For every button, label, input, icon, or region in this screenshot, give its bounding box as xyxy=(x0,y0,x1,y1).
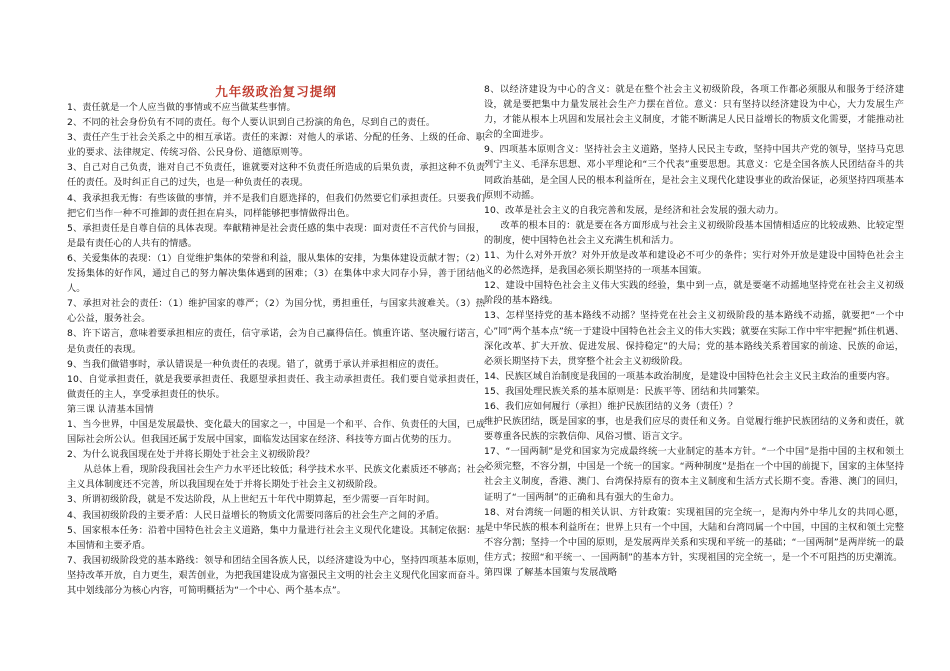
paragraph: 8、许下诺言，意味着要承担相应的责任，信守承诺，会为自己赢得信任。慎重许诺、坚决履行诺言，是负责任的表现。 xyxy=(67,328,485,355)
paragraph: 维护民族团结，既是国家的事，也是我们应尽的责任和义务。自觉履行维护民族团结的义务和责任，就要尊重各民族的宗教信仰、风俗习惯、语言文字。 xyxy=(484,416,904,443)
paragraph: 16、我们应如何履行（承担）维护民族团结的义务（责任）？ xyxy=(484,400,738,412)
right-paragraphs xyxy=(484,82,904,580)
paragraph: 3、责任产生于社会关系之中的相互承诺。责任的来源：对他人的承诺、分配的任务、上级的任命、职业的要求、法律规定、传统习俗、公民身份、道德原则等。 xyxy=(67,132,485,159)
paragraph: 4、我国初级阶段的主要矛盾：人民日益增长的物质文化需要同落后的社会生产之间的矛盾。 xyxy=(67,509,445,521)
paragraph: 1、责任就是一个人应当做的事情或不应当做某些事情。 xyxy=(67,102,296,113)
paragraph: 11、为什么对外开放？对外开放是改革和建设必不可少的条件；实行对外开放是建设中国特色社会主义的必然选择，是我国必须长期坚持的一项基本国策。 xyxy=(484,250,904,277)
paragraph: 7、我国初级阶段党的基本路线：领导和团结全国各族人民，以经济建设为中心，坚持四项基本原则，坚持改革开放，自力更生，艰苦创业，为把我国建设成为富强民主文明的社会主义现代化国家而奋斗。其中划线部分为核心内容，可简明概括为“一个中心、两个基本点”。 xyxy=(67,554,485,596)
paragraph: 18、对台湾统一问题的相关认识、方针政策：实现祖国的完全统一，是海内外中华儿女的共同心愿，是中华民族的根本利益所在；世界上只有一个中国，大陆和台湾同属一个中国，中国的主权和领土完整不容分割；坚持一个中国的原则，是发展两岸关系和实现和平统一的基础；“一国两制”是两岸统一的最佳方式；按照“和平统一、一国两制”的基本方针，实现祖国的完全统一，是一个不可阻挡的历史潮流。 xyxy=(484,506,904,563)
paragraph: 从总体上看，现阶段我国社会生产力水平还比较低；科学技术水平、民族文化素质还不够高；社会主义具体制度还不完善，所以我国现在处于并将长期处于社会主义初级阶段。 xyxy=(67,464,485,491)
paragraph: 14、民族区域自治制度是我国的一项基本政治制度，是建设中国特色社会主义民主政治的重要内容。 xyxy=(484,370,896,382)
right-column xyxy=(484,82,904,580)
paragraph: 2、不同的社会身份负有不同的责任。每个人要认识到自己扮演的角色，尽到自己的责任。 xyxy=(67,117,436,129)
paragraph: 13、怎样坚持党的基本路线不动摇？坚持党在社会主义初级阶段的基本路线不动摇，就要把“一个中心”同“两个基本点”统一于建设中国特色社会主义的伟大实践；就要在实际工作中牢牢把握“抓住机遇、深化改革、扩大开放、促进发展、保持稳定”的大局；党的基本路线关系着国家的前途、民族的命运，必须长期坚持下去，贯穿整个社会主义初级阶段。 xyxy=(484,310,904,367)
paragraph: 改革的根本目的：就是要在各方面形成与社会主义初级阶段基本国情相适应的比较成熟、比较定型的制度，使中国特色社会主义充满生机和活力。 xyxy=(484,219,904,246)
paragraph: 10、改革是社会主义的自我完善和发展，是经济和社会发展的强大动力。 xyxy=(484,204,784,216)
paragraph: 6、关爱集体的表现：（1）自觉维护集体的荣誉和利益，服从集体的安排，为集体建设贡献才智；（2）发扬集体的好作风，通过自己的努力解决集体遇到的困难；（3）在集体中求大同存小异，善于团结他人。 xyxy=(67,252,485,295)
left-paragraphs xyxy=(67,100,485,598)
paragraph: 5、国家根本任务：沿着中国特色社会主义道路，集中力量进行社会主义现代化建设。其制定依据：基本国情和主要矛盾。 xyxy=(67,524,485,551)
paragraph: 4、我承担我无悔：有些该做的事情，并不是我们自愿选择的，但我们仍然要它们承担责任。只要我们把它们当作一种不可推卸的责任担在肩头，同样能够把事情做得出色。 xyxy=(67,192,485,219)
paragraph: 5、承担责任是自尊自信的具体表现。奉献精神是社会责任感的集中表现：面对责任不言代价与回报，是最有责任心的人共有的情感。 xyxy=(67,222,485,249)
paragraph: 第四课 了解基本国策与发展战略 xyxy=(484,567,618,578)
paragraph: 12、建设中国特色社会主义伟大实践的经验，集中到一点，就是要毫不动摇地坚持党在社会主义初级阶段的基本路线。 xyxy=(484,280,904,307)
paragraph: 10、自觉承担责任，就是我要承担责任、我愿望承担责任、我主动承担责任。我们要自觉承担责任，做责任的主人，享受承担责任的快乐。 xyxy=(67,373,485,400)
paragraph: 3、自己对自己负责，谁对自己不负责任，谁就要对这种不负责任所造成的后果负责，承担这种不负责任的责任。及时纠正自己的过失，也是一种负责任的表现。 xyxy=(67,162,485,189)
paragraph: 9、四项基本原则含义：坚持社会主义道路，坚持人民民主专政，坚持中国共产党的领导，坚持马克思列宁主义、毛泽东思想、邓小平理论和“三个代表”重要思想。其意义：它是全国各族人民团结奋斗的共同政治基础，是全国人民的根本利益所在，是社会主义现代化建设事业的政治保证，必须坚持四项基本原则不动摇。 xyxy=(484,144,904,201)
paragraph: 3、所谓初级阶段，就是不发达阶段，从上世纪五十年代中期算起，至少需要一百年时间。 xyxy=(67,494,436,506)
document-title: 九年级政治复习提纲 xyxy=(215,84,337,99)
left-column xyxy=(67,84,485,598)
paragraph: 7、承担对社会的责任：（1）维护国家的尊严；（2）为国分忧，勇担重任，与国家共渡难关。（3）热心公益，服务社会。 xyxy=(67,298,485,325)
paragraph: 9、当我们做错事时，承认错误是一种负责任的表现。错了，就勇于承认并承担相应的责任。 xyxy=(67,358,445,370)
paragraph: 8、以经济建设为中心的含义：就是在整个社会主义初级阶段，各项工作都必须服从和服务于经济建设，就是要把集中力量发展社会生产力摆在首位。意义：只有坚持以经济建设为中心，大力发展生产力，才能从根本上巩固和发展社会主义制度，才能不断满足人民日益增长的物质文化需要，才能推动社会的全面进步。 xyxy=(484,84,904,141)
paragraph: 2、为什么说我国现在处于并将长期处于社会主义初级阶段？ xyxy=(67,449,315,461)
paragraph: 15、我国处理民族关系的基本原则是：民族平等、团结和共同繁荣。 xyxy=(484,385,766,397)
paragraph: 第三课 认清基本国情 xyxy=(67,403,154,415)
paragraph: 17、“一国两制”是党和国家为完成最终统一大业制定的基本方针。“一个中国”是指中国的主权和领土必须完整，不容分割，中国是一个统一的国家。“两种制度”是指在一个中国的前提下，国家的主体坚持社会主义制度，香港、澳门、台湾保持原有的资本主义制度和生活方式长期不变。香港、澳门的回归，证明了“一国两制”的正确和具有强大的生命力。 xyxy=(484,446,904,503)
paragraph: 1、当今世界，中国是发展最快、变化最大的国家之一，中国是一个和平、合作、负责任的大国，已成国际社会所公认。但我国还属于发展中国家，面临发达国家在经济、科技等方面占优势的压力。 xyxy=(67,418,485,446)
